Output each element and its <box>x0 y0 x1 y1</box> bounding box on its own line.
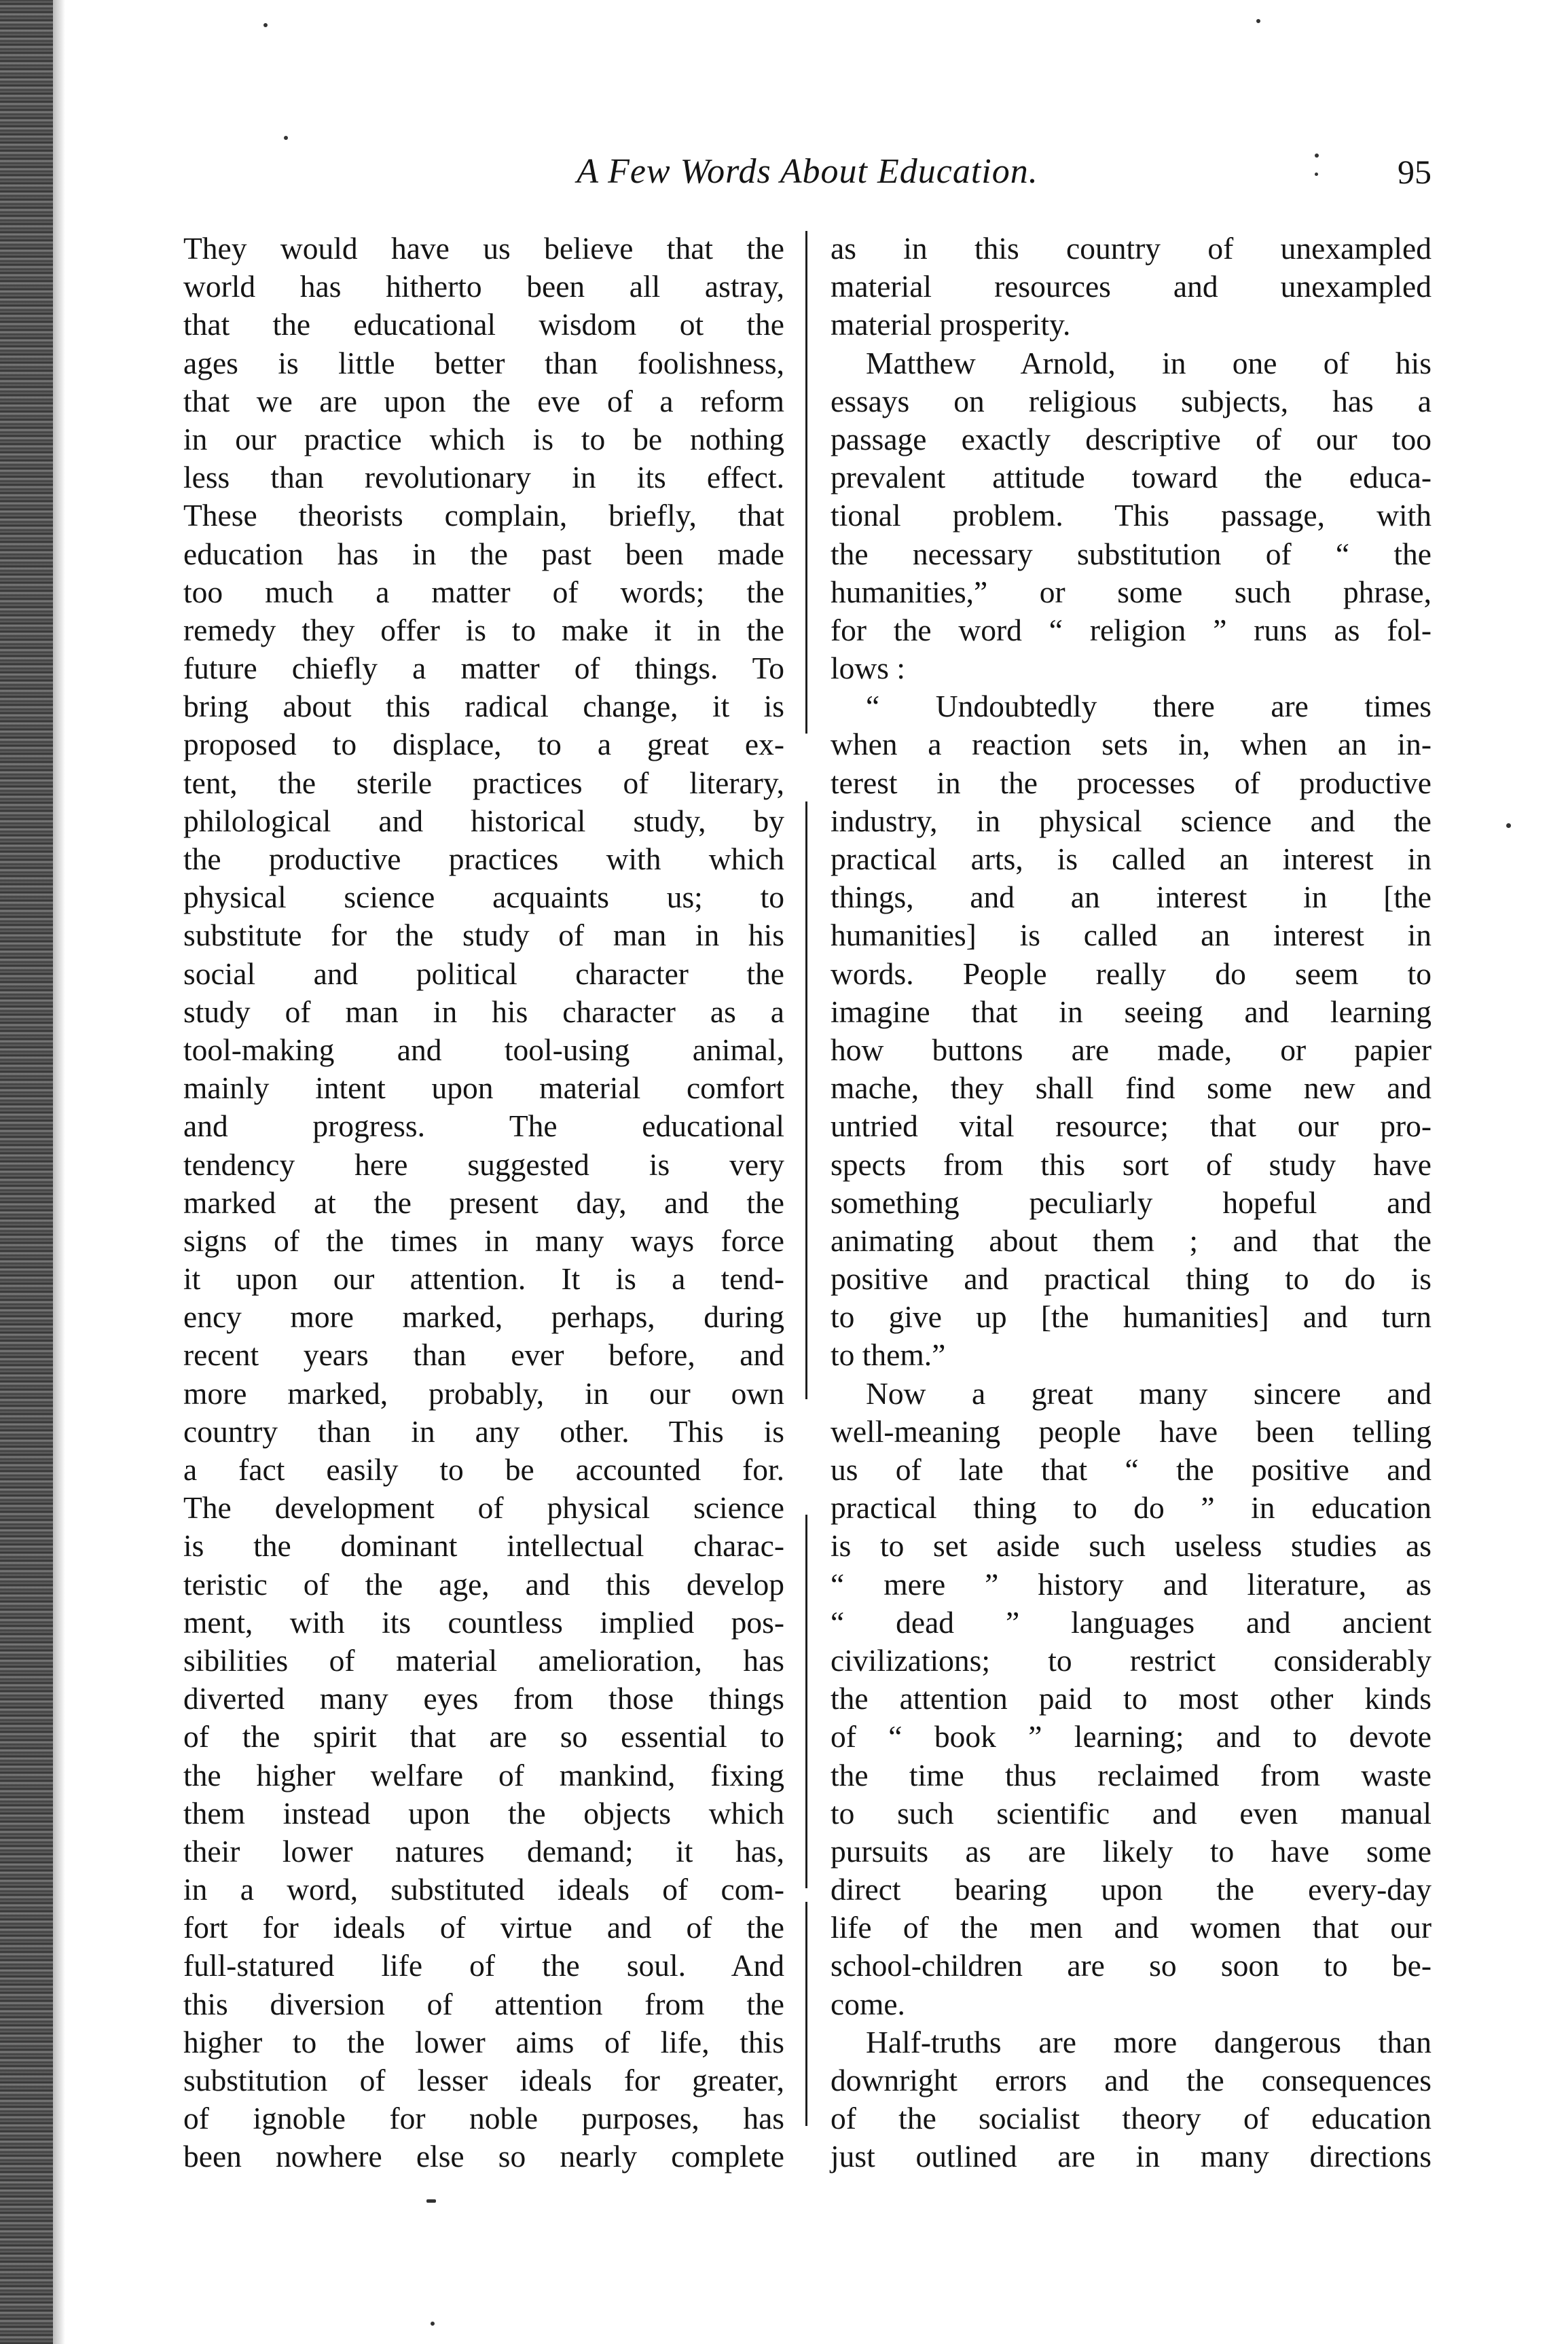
text-line: for the word “ religion ” runs as fol- <box>831 612 1432 647</box>
text-line: is the dominant intellectual charac- <box>183 1528 784 1564</box>
text-line: spects from this sort of study have <box>831 1147 1432 1182</box>
text-line: something peculiarly hopeful and <box>831 1185 1432 1220</box>
scan-speck <box>284 136 288 140</box>
text-line: their lower natures demand; it has, <box>183 1833 784 1869</box>
text-line: ages is little better than foolishness, <box>183 345 784 380</box>
text-line: to give up [the humanities] and turn <box>831 1299 1432 1335</box>
text-line: substitution of lesser ideals for greater, <box>183 2063 784 2097</box>
text-line: humanities,” or some such phrase, <box>831 574 1432 609</box>
text-line: and progress. The educational <box>183 1108 784 1144</box>
text-line: the necessary substitution of “ the <box>831 536 1432 571</box>
text-line: diverted many eyes from those things <box>183 1681 784 1716</box>
text-line: words. People really do seem to <box>831 956 1432 991</box>
text-line: recent years than ever before, and <box>183 1337 784 1373</box>
scan-binding-edge <box>0 0 53 2344</box>
text-line: signs of the times in many ways force <box>183 1223 784 1258</box>
text-line: marked at the present day, and the <box>183 1185 784 1220</box>
text-line: practical arts, is called an interest in <box>831 842 1432 876</box>
text-line: teristic of the age, and this develop <box>183 1566 784 1602</box>
text-line: been nowhere else so nearly complete <box>183 2139 784 2174</box>
page-number: 95 <box>1398 153 1432 191</box>
text-line: imagine that in seeing and learning <box>831 994 1432 1029</box>
text-line: substitute for the study of man in his <box>183 918 784 953</box>
text-line: practical thing to do ” in education <box>831 1490 1432 1526</box>
text-line: bring about this radical change, it is <box>183 689 784 724</box>
text-line: more marked, probably, in our own <box>183 1375 784 1411</box>
text-line: life of the men and women that our <box>831 1910 1432 1945</box>
text-line: world has hitherto been all astray, <box>183 269 784 304</box>
text-line: of the socialist theory of education <box>831 2101 1432 2136</box>
text-line: in a word, substituted ideals of com- <box>183 1872 784 1907</box>
text-line: essays on religious subjects, has a <box>831 383 1432 418</box>
text-line: of ignoble for noble purposes, has <box>183 2101 784 2136</box>
column-rule-middle <box>805 801 807 1399</box>
text-line: prevalent attitude toward the educa- <box>831 460 1432 495</box>
text-line: as in this country of unexampled <box>831 231 1432 266</box>
text-line: country than in any other. This is <box>183 1413 784 1449</box>
quotation-start-line: “ Undoubtedly there are times <box>866 689 1432 724</box>
text-line: downright errors and the consequences <box>831 2063 1432 2097</box>
scan-speck <box>426 2199 436 2203</box>
text-line: a fact easily to be accounted for. <box>183 1452 784 1487</box>
text-line: ment, with its countless implied pos- <box>183 1604 784 1640</box>
text-line: animating about them ; and that the <box>831 1223 1432 1258</box>
text-line: ency more marked, perhaps, during <box>183 1299 784 1335</box>
text-line: things, and an interest in [the <box>831 880 1432 915</box>
text-line: full-statured life of the soul. And <box>183 1948 784 1983</box>
text-line: civilizations; to restrict considerably <box>831 1642 1432 1678</box>
scan-speck <box>263 23 268 27</box>
text-line: fort for ideals of virtue and of the <box>183 1910 784 1945</box>
text-line: is to set aside such useless studies as <box>831 1528 1432 1564</box>
text-line: future chiefly a matter of things. To <box>183 651 784 686</box>
text-line: tional problem. This passage, with <box>831 498 1432 533</box>
scan-speck <box>431 2322 435 2326</box>
text-line: well-meaning people have been telling <box>831 1413 1432 1449</box>
running-header <box>183 148 1432 196</box>
column-rule-upper <box>805 231 807 734</box>
text-line: passage exactly descriptive of our too <box>831 421 1432 456</box>
text-line: The development of physical science <box>183 1490 784 1526</box>
text-line: when a reaction sets in, when an in- <box>831 727 1432 762</box>
text-line: it upon our attention. It is a tend- <box>183 1261 784 1297</box>
text-line: material resources and unexampled <box>831 269 1432 304</box>
text-line: how buttons are made, or papier <box>831 1032 1432 1067</box>
text-line: These theorists complain, briefly, that <box>183 498 784 533</box>
text-line: education has in the past been made <box>183 536 784 571</box>
text-line: the time thus reclaimed from waste <box>831 1757 1432 1792</box>
text-line: physical science acquaints us; to <box>183 880 784 915</box>
paragraph-end-line: lows : <box>831 651 905 686</box>
column-rule-bottom <box>805 1902 807 2126</box>
text-line: mache, they shall find some new and <box>831 1070 1432 1106</box>
text-line: of “ book ” learning; and to devote <box>831 1719 1432 1754</box>
text-line: philological and historical study, by <box>183 803 784 838</box>
scan-binding-shadow <box>53 0 65 2344</box>
text-line: to such scientific and even manual <box>831 1795 1432 1831</box>
text-line: “ dead ” languages and ancient <box>831 1604 1432 1640</box>
text-line: mainly intent upon material comfort <box>183 1070 784 1106</box>
text-line: that the educational wisdom ot the <box>183 307 784 342</box>
column-rule-lower <box>805 1515 807 1888</box>
text-line: that we are upon the eve of a reform <box>183 383 784 418</box>
paragraph-start-line: Matthew Arnold, in one of his <box>866 345 1432 380</box>
left-text-column <box>183 230 784 2176</box>
text-line: remedy they offer is to make it in the <box>183 612 784 647</box>
text-line: us of late that “ the positive and <box>831 1452 1432 1487</box>
text-line: direct bearing upon the every-day <box>831 1872 1432 1907</box>
paragraph-end-line: material prosperity. <box>831 307 1071 342</box>
text-line: in our practice which is to be nothing <box>183 421 784 456</box>
paragraph-end-line: to them.” <box>831 1337 946 1373</box>
paragraph-start-line: Half-truths are more dangerous than <box>866 2024 1432 2059</box>
text-line: of the spirit that are so essential to <box>183 1719 784 1754</box>
text-line: tent, the sterile practices of literary, <box>183 765 784 800</box>
text-line: tool-making and tool-using animal, <box>183 1032 784 1067</box>
text-line: humanities] is called an interest in <box>831 918 1432 953</box>
text-line: school-children are so soon to be- <box>831 1948 1432 1983</box>
text-line: positive and practical thing to do is <box>831 1261 1432 1297</box>
text-line: sibilities of material amelioration, has <box>183 1642 784 1678</box>
text-line: this diversion of attention from the <box>183 1986 784 2021</box>
text-line: too much a matter of words; the <box>183 574 784 609</box>
running-title: A Few Words About Education. <box>577 152 1038 191</box>
text-line: higher to the lower aims of life, this <box>183 2024 784 2059</box>
right-text-column <box>831 230 1432 2176</box>
text-line: untried vital resource; that our pro- <box>831 1108 1432 1144</box>
scan-speck <box>1256 19 1260 23</box>
text-line: proposed to displace, to a great ex- <box>183 727 784 762</box>
text-line: the attention paid to most other kinds <box>831 1681 1432 1716</box>
text-line: the productive practices with which <box>183 842 784 876</box>
text-line: “ mere ” history and literature, as <box>831 1566 1432 1602</box>
text-line: terest in the processes of productive <box>831 765 1432 800</box>
scan-speck <box>1506 823 1511 828</box>
text-line: social and political character the <box>183 956 784 991</box>
paragraph-end-line: come. <box>831 1986 905 2021</box>
text-line: the higher welfare of mankind, fixing <box>183 1757 784 1792</box>
text-line: just outlined are in many directions <box>831 2139 1432 2174</box>
text-line: less than revolutionary in its effect. <box>183 460 784 495</box>
text-line: tendency here suggested is very <box>183 1147 784 1182</box>
text-line: them instead upon the objects which <box>183 1795 784 1831</box>
paragraph-start-line: Now a great many sincere and <box>866 1375 1432 1411</box>
text-line: pursuits as are likely to have some <box>831 1833 1432 1869</box>
text-line: industry, in physical science and the <box>831 803 1432 838</box>
text-line: They would have us believe that the <box>183 231 784 266</box>
text-line: study of man in his character as a <box>183 994 784 1029</box>
